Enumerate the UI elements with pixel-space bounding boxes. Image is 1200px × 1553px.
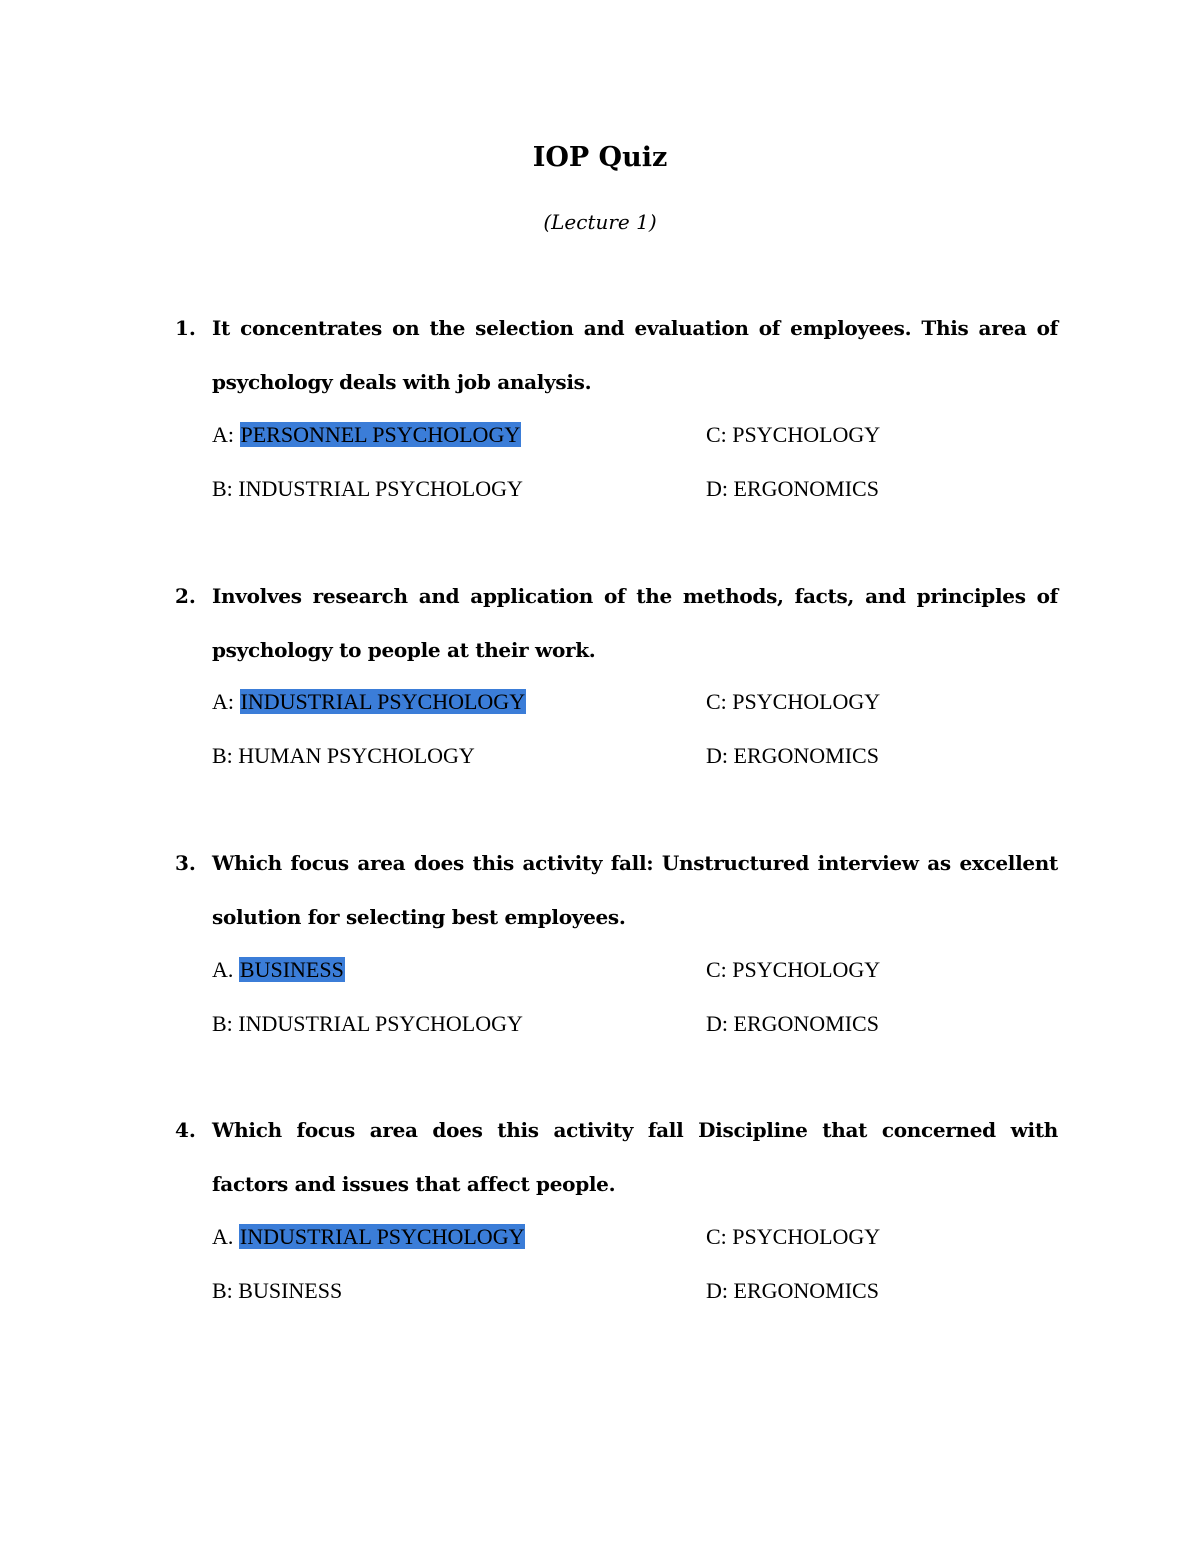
highlighted-answer: PERSONNEL PSYCHOLOGY: [240, 422, 521, 447]
option-c: C: PSYCHOLOGY: [706, 689, 881, 714]
option-a-prefix: A.: [212, 957, 234, 982]
option-a: [212, 421, 521, 449]
option-d: D: ERGONOMICS: [706, 1011, 879, 1036]
page-subtitle: (Lecture 1): [543, 210, 657, 234]
option-c: C: PSYCHOLOGY: [706, 1224, 881, 1249]
highlighted-answer: BUSINESS: [239, 957, 344, 982]
page-title: IOP Quiz: [532, 142, 668, 173]
question-number: 1.: [175, 316, 196, 340]
option-a: [212, 688, 526, 716]
question-number: 3.: [175, 851, 196, 875]
option-a-prefix: A:: [212, 422, 234, 447]
highlighted-answer: INDUSTRIAL PSYCHOLOGY: [240, 689, 526, 714]
question-text: Which focus area does this activity fall Discipline that concerned with factors and issues that affect people.: [212, 1118, 1058, 1196]
option-a: [212, 956, 345, 984]
option-b: B: INDUSTRIAL PSYCHOLOGY: [212, 1011, 523, 1036]
question-text: It concentrates on the selection and evaluation of employees. This area of psychology deals with job analysis.: [212, 316, 1058, 394]
question-number: 4.: [175, 1118, 196, 1142]
option-d: D: ERGONOMICS: [706, 1278, 879, 1303]
option-c: C: PSYCHOLOGY: [706, 422, 881, 447]
option-b: B: HUMAN PSYCHOLOGY: [212, 743, 475, 768]
question-text: Involves research and application of the methods, facts, and principles of psychology to people at their work.: [212, 584, 1058, 662]
option-a-prefix: A:: [212, 689, 234, 714]
option-c: C: PSYCHOLOGY: [706, 957, 881, 982]
question-text: Which focus area does this activity fall: Unstructured interview as excellent solution for selecting best employees.: [212, 851, 1058, 929]
option-a-prefix: A.: [212, 1224, 234, 1249]
option-b: B: INDUSTRIAL PSYCHOLOGY: [212, 476, 523, 501]
option-d: D: ERGONOMICS: [706, 743, 879, 768]
question-number: 2.: [175, 584, 196, 608]
option-b: B: BUSINESS: [212, 1278, 343, 1303]
option-d: D: ERGONOMICS: [706, 476, 879, 501]
highlighted-answer: INDUSTRIAL PSYCHOLOGY: [239, 1224, 525, 1249]
option-a: [212, 1223, 525, 1251]
